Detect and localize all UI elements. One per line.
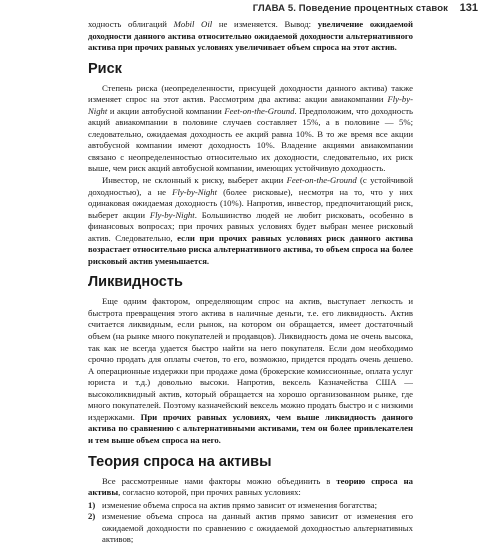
theory-list	[88, 500, 413, 546]
section-heading-liquidity: Ликвидность	[88, 274, 183, 291]
intro-paragraph: ходность облигаций Mobil Oil не изменяется. Вывод: увеличение ожидаемой доходности данного актива относительно ожидаемой доходности альтернативного актива при прочих равных условиях увеличивает объем спроса на этот актив.	[88, 19, 414, 53]
running-header	[0, 0, 500, 18]
liquidity-conclusion: При прочих равных условиях, чем выше ликвидность данного актива по сравнению с альтернативными активами, тем он более привлекателен и тем выше объем спроса на него.	[88, 411, 413, 445]
section-heading-risk: Риск	[88, 60, 122, 77]
list-item: 2) изменение объема спроса на данный актив прямо зависит от изменения его ожидаемой доходности по сравнению с ожидаемой доходностью альтернативных активов;	[88, 511, 413, 545]
theory-paragraph: Все рассмотренные нами факторы можно объединить в теорию спроса на активы, согласно которой, при прочих равных условиях:	[88, 475, 413, 498]
intro-conclusion: увеличение ожидаемой доходности данного актива относительно ожидаемой доходности альтернативного актива при прочих равных условиях увеличивает объем спроса на этот актив.	[88, 19, 414, 53]
text-column	[88, 19, 413, 546]
risk-paragraph-1: Степень риска (неопределенности, присущей доходности данного актива) также изменяет спрос на этот актив. Рассмотрим два актива: акции авиакомпании Fly-by-Night и акции автобусной компании Feet-on-the-Ground. Предположим, что доходность акций авиакомпании в половине случаев составляет 15%, а в половине — 5%; следовательно, ожидаемая доходность ее акций равна 10%. В то же время все акции автобусной компании имеют доходность 10%. Владение акциями авиакомпании связано с неопределенностью относительно их доходности, следовательно, их риск выше, чем риск акций автобусной компании, имеющих устойчивую доходность.	[88, 82, 413, 174]
page-number: 131	[459, 2, 478, 14]
risk-conclusion: если при прочих равных условиях риск данного актива возрастает относительно риска альтернативного актива, то объем спроса на более рисковый актив уменьшается.	[88, 232, 413, 266]
liquidity-paragraph: Еще одним фактором, определяющим спрос на актив, выступает легкость и быстрота превращения этого актива в наличные деньги, т.е. его ликвидность. Актив считается ликвидным, если рынок, на котором он обращается, имеет достаточный объем (на рынке много покупателей и продавцов). Ликвидность дома не очень высока, так как не всегда удается быстро найти на него покупателя. Если дом необходимо срочно продать для оплаты счетов, то его, возможно, придется продать очень дешево. А операционные издержки при продаже дома (брокерские комиссионные, оплата услуг юриста и т.д.) довольно высоки. Напротив, вексель Казначейства США — высоколиквидный актив, который обращается на хорошо организованном рынке, где много покупателей. Поэтому казначейский вексель можно продать быстро и с низкими издержками. При прочих равных условиях, чем выше ликвидность данного актива по сравнению с альтернативными активами, тем он более привлекателен и тем выше объем спроса на него.	[88, 296, 413, 445]
list-item: 1) изменение объема спроса на актив прямо зависит от изменения богатства;	[88, 499, 378, 510]
section-heading-theory: Теория спроса на активы	[88, 453, 272, 470]
theory-term: теорию спроса на активы	[88, 475, 413, 498]
chapter-title: ГЛАВА 5. Поведение процентных ставок	[252, 3, 448, 14]
risk-paragraph-2: Инвестор, не склонный к риску, выберет акции Feet-on-the-Ground (с устойчивой доходностью), а не Fly-by-Night (более рисковые), несмотря на то, что у них одинаковая ожидаемая доходность (10%). Напротив, инвестор, предпочитающий риск, выберет акции Fly-by-Night. Большинство людей не любит рисковать, особенно в финансовых вопросах; при прочих равных условиях будет выбран менее рисковый актив. Следовательно, если при прочих равных условиях риск данного актива возрастает относительно риска альтернативного актива, то объем спроса на более рисковый актив уменьшается.	[88, 175, 413, 266]
